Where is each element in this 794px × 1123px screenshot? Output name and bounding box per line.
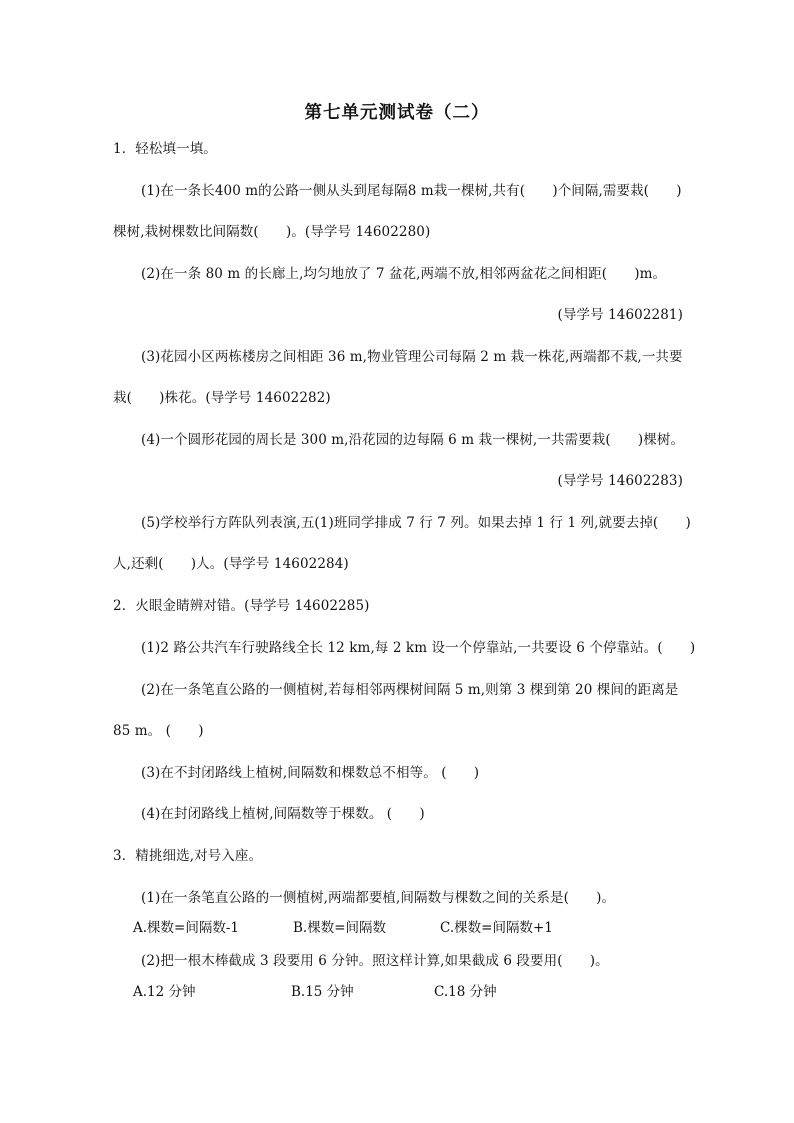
s2-q4-line1: (4)在封闭路线上植树,间隔数等于棵数。 ( ) bbox=[141, 806, 425, 822]
s1-q1-line2: 棵树,栽树棵数比间隔数( )。(导学号 14602280) bbox=[113, 224, 431, 240]
s2-q2-line2: 85 m。 ( ) bbox=[113, 723, 204, 739]
s2-q1-line1: (1)2 路公共汽车行驶路线全长 12 km,每 2 km 设一个停靠站,一共要设 6 个停靠站。( ) bbox=[141, 640, 696, 656]
s3-q1-option-a: A.棵数=间隔数-1 bbox=[133, 920, 240, 936]
s3-q2-option-c: C.18 分钟 bbox=[434, 984, 497, 1000]
s3-q2-option-a: A.12 分钟 bbox=[133, 984, 196, 1000]
s1-q3-line2: 栽( )株花。(导学号 14602282) bbox=[113, 390, 331, 406]
s1-q4-ref: (导学号 14602283) bbox=[557, 473, 683, 489]
s1-q2-line1: (2)在一条 80 m 的长廊上,均匀地放了 7 盆花,两端不放,相邻两盆花之间相距( )m。 bbox=[141, 266, 667, 282]
s3-q2-option-b: B.15 分钟 bbox=[291, 984, 354, 1000]
page-title: 第七单元测试卷（二） bbox=[304, 103, 490, 123]
s3-q1-option-c: C.棵数=间隔数+1 bbox=[440, 920, 553, 936]
s1-q1-line1: (1)在一条长400 m的公路一侧从头到尾每隔8 m栽一棵树,共有( )个间隔,需要栽( ) bbox=[141, 183, 682, 199]
s1-q5-line1: (5)学校举行方阵队列表演,五(1)班同学排成 7 行 7 列。如果去掉 1 行 1 列,就要去掉( ) bbox=[141, 515, 691, 531]
s3-q1-line1: (1)在一条笔直公路的一侧植树,两端都要植,间隔数与棵数之间的关系是( )。 bbox=[141, 890, 616, 906]
section-1-heading: 1．轻松填一填。 bbox=[113, 141, 217, 157]
s1-q5-line2: 人,还剩( )人。(导学号 14602284) bbox=[113, 556, 349, 572]
s3-q2-line1: (2)把一根木棒截成 3 段要用 6 分钟。照这样计算,如果截成 6 段要用( )。 bbox=[141, 953, 609, 969]
s2-q3-line1: (3)在不封闭路线上植树,间隔数和棵数总不相等。 ( ) bbox=[141, 765, 480, 781]
s1-q4-line1: (4)一个圆形花园的周长是 300 m,沿花园的边每隔 6 m 栽一棵树,一共需要栽( )棵树。 bbox=[141, 432, 685, 448]
s1-q2-ref: (导学号 14602281) bbox=[557, 307, 683, 323]
s2-q2-line1: (2)在一条笔直公路的一侧植树,若每相邻两棵树间隔 5 m,则第 3 棵到第 20 棵间的距离是 bbox=[141, 682, 679, 698]
s3-q1-option-b: B.棵数=间隔数 bbox=[293, 920, 387, 936]
s1-q3-line1: (3)花园小区两栋楼房之间相距 36 m,物业管理公司每隔 2 m 栽一株花,两端都不栽,一共要 bbox=[141, 349, 683, 365]
section-2-heading: 2．火眼金睛辨对错。(导学号 14602285) bbox=[113, 598, 370, 614]
section-3-heading: 3．精挑细选,对号入座。 bbox=[113, 848, 263, 864]
